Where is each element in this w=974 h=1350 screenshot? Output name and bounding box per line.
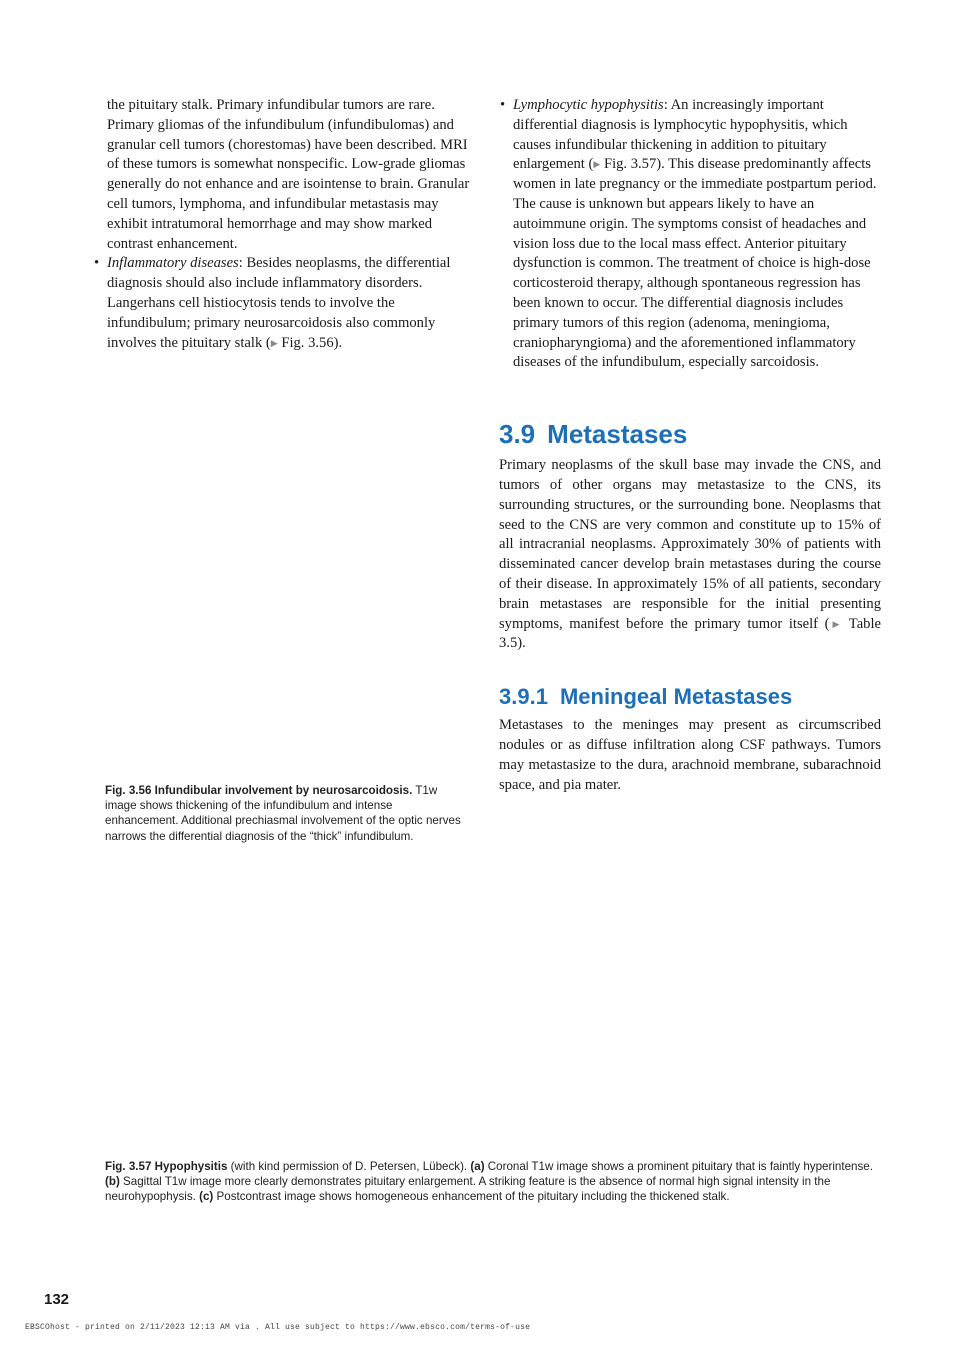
bullet-term: Lymphocytic hypophysitis	[513, 97, 664, 113]
list-item-inflammatory-diseases	[93, 254, 475, 353]
section-text: Primary neoplasms of the skull base may invade the CNS, and tumors of other organs may metastasize to the CNS, its surrounding structures, or the surrounding bone. Neoplasms that seed to the CNS are very common and constitute up to 15% of all intracranial neoplasms. Approximately 30% of patients with disseminated cancer develop brain metastases during the course of their disease. In approximately 15% of all patients, secondary brain metastases are responsible for the initial presenting symptoms, manifest before the primary tumor itself (	[499, 457, 881, 632]
continuation-paragraph: the pituitary stalk. Primary infundibular tumors are rare. Primary gliomas of the infundibulum (infundibulomas) and granular cell tumors (chorestomas) have been described. MRI of these tumors is somewhat nonspecific. Low-grade gliomas generally do not enhance and are isointense to brain. Granular cell tumors, lymphoma, and infundibular metastasis may exhibit intratumoral hemorrhage and may show marked contrast enhancement.	[107, 97, 470, 252]
bullet-text: : An increasingly important differential diagnosis is lymphocytic hypophysitis, which causes infundibular thickening in addition to pituitary enlargement (	[513, 97, 848, 173]
figure-357-caption	[105, 1159, 877, 1205]
figure-357-credit: (with kind permission of D. Petersen, Lübeck).	[230, 1160, 468, 1173]
bullet-term: Inflammatory diseases	[107, 255, 239, 272]
page-number: 132	[44, 1291, 70, 1308]
figure-356-label: Fig. 3.56	[105, 784, 152, 797]
table-reference-link[interactable]: Table 3.5	[499, 615, 881, 652]
subsection-heading	[499, 684, 881, 710]
reference-marker-icon: ▶	[270, 337, 278, 348]
reference-marker-icon: ▶	[593, 159, 601, 170]
bullet-icon: •	[500, 97, 506, 113]
subsection-number: 3.9.1	[499, 684, 548, 710]
figure-357-part-b-label: (b)	[105, 1175, 120, 1189]
section-heading	[499, 419, 881, 450]
figure-357-title: Hypophysitis	[154, 1160, 228, 1173]
list-item-lymphocytic-hypophysitis	[499, 96, 881, 373]
subsection-title: Meningeal Metastases	[559, 684, 793, 710]
section-text-end: ).	[517, 635, 526, 652]
footer-notice: EBSCOhost - printed on 2/11/2023 12:13 AM via . All use subject to https://www.ebsco.com/terms-of-use	[25, 1323, 531, 1332]
figure-reference-link[interactable]: Fig. 3.57	[603, 156, 657, 173]
figure-356-caption	[105, 783, 467, 844]
figure-357-part-a-label: (a)	[470, 1160, 485, 1173]
figure-357-part-a-text: Coronal T1w image shows a prominent pituitary that is faintly hyperintense.	[487, 1160, 873, 1173]
figure-357-part-c-label: (c)	[199, 1190, 214, 1204]
figure-356-text: T1w image shows thickening of the infundibulum and intense enhancement. Additional prechiasmal involvement of the optic nerves narrows the differential diagnosis of the “thick” infundibulum.	[105, 784, 461, 843]
figure-357-label: Fig. 3.57	[105, 1160, 152, 1173]
figure-357-part-c-text: Postcontrast image shows homogeneous enhancement of the pituitary including the thickened stalk.	[216, 1190, 730, 1204]
section-paragraph	[499, 456, 881, 654]
section-title: Metastases	[547, 419, 688, 450]
figure-357-part-b-text: Sagittal T1w image more clearly demonstrates pituitary enlargement. A striking feature is the absence of normal high signal intensity in the neurohypophysis.	[105, 1175, 831, 1204]
right-column	[499, 96, 881, 795]
subsection-paragraph: Metastases to the meninges may present as circumscribed nodules or as diffuse infiltration along CSF pathways. Tumors may metastasize to the dura, arachnoid membrane, subarachnoid space, and pia mater.	[499, 717, 881, 793]
reference-marker-icon: ▶	[829, 618, 843, 629]
bullet-text-end: ). This disease predominantly affects women in late pregnancy or the immediate postpartum period. The cause is unknown but appears likely to have an autoimmune origin. The symptoms consist of headaches and vision loss due to the local mass effect. Anterior pituitary dysfunction is common. The treatment of choice is high-dose corticosteroid therapy, although spontaneous regression has been known to occur. The differential diagnosis includes primary tumors of this region (adenoma, meningioma, craniopharyngioma) and the aforementioned inflammatory diseases of the infundibulum, especially sarcoidosis.	[513, 156, 877, 371]
left-column	[93, 96, 475, 353]
bullet-text: : Besides neoplasms, the differential diagnosis should also include inflammatory disorders. Langerhans cell histiocytosis tends to involve the infundibulum; primary neurosarcoidosis also commonly involves the pituitary stalk (	[107, 255, 451, 351]
figure-reference-link[interactable]: Fig. 3.56	[281, 334, 334, 351]
bullet-text-end: ).	[333, 334, 343, 351]
figure-356-title: Infundibular involvement by neurosarcoidosis.	[154, 784, 413, 797]
right-bullet-list	[499, 96, 881, 373]
bullet-icon: •	[94, 255, 100, 272]
section-number: 3.9	[499, 419, 536, 450]
left-bullet-list	[93, 254, 475, 353]
